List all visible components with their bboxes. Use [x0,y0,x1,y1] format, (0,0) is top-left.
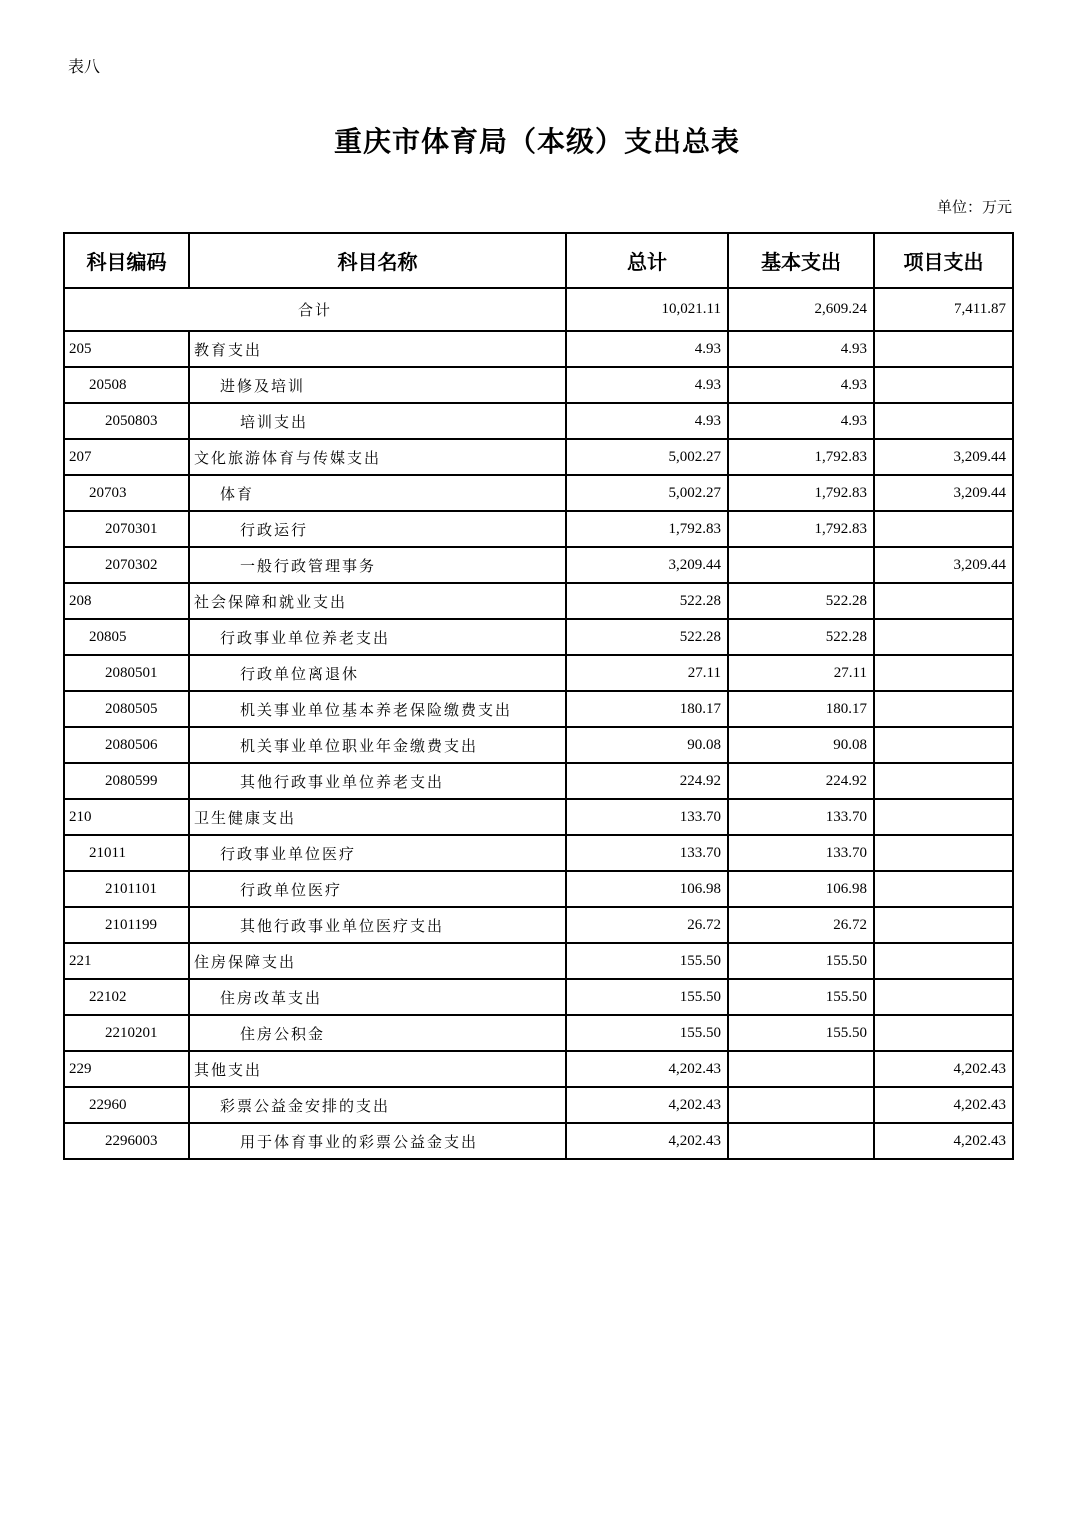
col-header-subject-name: 科目名称 [189,233,566,288]
basic-cell: 4.93 [728,367,874,403]
total-cell: 224.92 [566,763,728,799]
table-row [64,943,1013,979]
subject-name-cell: 行政单位离退休 [189,655,566,691]
project-cell [874,403,1013,439]
subject-code-cell: 20703 [64,475,189,511]
grand-total-total: 10,021.11 [566,288,728,331]
total-cell: 90.08 [566,727,728,763]
subject-name-cell: 住房改革支出 [189,979,566,1015]
subject-name-cell: 其他行政事业单位养老支出 [189,763,566,799]
basic-cell [728,547,874,583]
subject-name-cell: 住房公积金 [189,1015,566,1051]
basic-cell: 26.72 [728,907,874,943]
project-cell [874,979,1013,1015]
project-cell [874,367,1013,403]
table-row [64,547,1013,583]
total-cell: 180.17 [566,691,728,727]
table-row [64,619,1013,655]
basic-cell: 522.28 [728,583,874,619]
header-row [64,233,1013,288]
total-cell: 4.93 [566,367,728,403]
project-cell [874,691,1013,727]
subject-code-cell: 22960 [64,1087,189,1123]
total-cell: 4.93 [566,403,728,439]
table-row [64,331,1013,367]
basic-cell: 522.28 [728,619,874,655]
table-row [64,1015,1013,1051]
grand-total-project: 7,411.87 [874,288,1013,331]
basic-cell: 133.70 [728,835,874,871]
table-row [64,511,1013,547]
project-cell: 4,202.43 [874,1087,1013,1123]
grand-total-row [64,288,1013,331]
table-row [64,1087,1013,1123]
subject-name-cell: 彩票公益金安排的支出 [189,1087,566,1123]
total-cell: 27.11 [566,655,728,691]
total-cell: 133.70 [566,799,728,835]
basic-cell [728,1087,874,1123]
subject-code-cell: 20508 [64,367,189,403]
subject-name-cell: 行政运行 [189,511,566,547]
basic-cell: 133.70 [728,799,874,835]
total-cell: 5,002.27 [566,439,728,475]
subject-name-cell: 一般行政管理事务 [189,547,566,583]
basic-cell: 1,792.83 [728,439,874,475]
total-cell: 4.93 [566,331,728,367]
subject-name-cell: 行政事业单位医疗 [189,835,566,871]
table-row [64,1123,1013,1159]
total-cell: 133.70 [566,835,728,871]
basic-cell: 1,792.83 [728,475,874,511]
grand-total-basic: 2,609.24 [728,288,874,331]
page-title: 重庆市体育局（本级）支出总表 [333,127,740,158]
subject-name-cell: 用于体育事业的彩票公益金支出 [189,1123,566,1159]
subject-code-cell: 229 [64,1051,189,1087]
basic-cell [728,1051,874,1087]
table-row [64,763,1013,799]
basic-cell: 155.50 [728,943,874,979]
table-row [64,583,1013,619]
total-cell: 4,202.43 [566,1123,728,1159]
total-cell: 155.50 [566,1015,728,1051]
subject-name-cell: 教育支出 [189,331,566,367]
project-cell: 3,209.44 [874,475,1013,511]
table-row [64,367,1013,403]
project-cell [874,943,1013,979]
project-cell [874,907,1013,943]
col-header-project-expenditure: 项目支出 [874,233,1013,288]
project-cell [874,799,1013,835]
subject-code-cell: 2080505 [64,691,189,727]
basic-cell: 106.98 [728,871,874,907]
expenditure-table [63,232,1014,1160]
subject-code-cell: 2296003 [64,1123,189,1159]
subject-name-cell: 其他行政事业单位医疗支出 [189,907,566,943]
subject-name-cell: 住房保障支出 [189,943,566,979]
subject-code-cell: 2050803 [64,403,189,439]
corner-label: 表八 [68,59,101,76]
project-cell [874,871,1013,907]
table-row [64,907,1013,943]
total-cell: 26.72 [566,907,728,943]
table-row [64,1051,1013,1087]
subject-code-cell: 2080501 [64,655,189,691]
basic-cell: 4.93 [728,403,874,439]
table-row [64,439,1013,475]
subject-name-cell: 社会保障和就业支出 [189,583,566,619]
subject-name-cell: 行政事业单位养老支出 [189,619,566,655]
total-cell: 1,792.83 [566,511,728,547]
table-row [64,727,1013,763]
total-cell: 5,002.27 [566,475,728,511]
subject-name-cell: 文化旅游体育与传媒支出 [189,439,566,475]
project-cell [874,331,1013,367]
subject-code-cell: 210 [64,799,189,835]
subject-code-cell: 2101101 [64,871,189,907]
total-cell: 3,209.44 [566,547,728,583]
total-cell: 522.28 [566,619,728,655]
table-row [64,403,1013,439]
project-cell [874,655,1013,691]
basic-cell: 1,792.83 [728,511,874,547]
project-cell [874,511,1013,547]
subject-code-cell: 2101199 [64,907,189,943]
subject-code-cell: 2070302 [64,547,189,583]
project-cell: 3,209.44 [874,439,1013,475]
basic-cell: 224.92 [728,763,874,799]
project-cell: 3,209.44 [874,547,1013,583]
subject-name-cell: 行政单位医疗 [189,871,566,907]
project-cell: 4,202.43 [874,1123,1013,1159]
col-header-subject-code: 科目编码 [64,233,189,288]
grand-total-label: 合计 [64,288,566,331]
subject-name-cell: 培训支出 [189,403,566,439]
subject-code-cell: 20805 [64,619,189,655]
table-row [64,691,1013,727]
basic-cell [728,1123,874,1159]
subject-name-cell: 进修及培训 [189,367,566,403]
total-cell: 4,202.43 [566,1051,728,1087]
subject-code-cell: 2080506 [64,727,189,763]
table-row [64,799,1013,835]
table-row [64,835,1013,871]
subject-name-cell: 体育 [189,475,566,511]
total-cell: 155.50 [566,943,728,979]
subject-name-cell: 机关事业单位职业年金缴费支出 [189,727,566,763]
subject-code-cell: 208 [64,583,189,619]
subject-code-cell: 2080599 [64,763,189,799]
table-row [64,871,1013,907]
col-header-basic-expenditure: 基本支出 [728,233,874,288]
basic-cell: 90.08 [728,727,874,763]
total-cell: 106.98 [566,871,728,907]
subject-name-cell: 机关事业单位基本养老保险缴费支出 [189,691,566,727]
project-cell [874,763,1013,799]
total-cell: 155.50 [566,979,728,1015]
total-cell: 4,202.43 [566,1087,728,1123]
subject-code-cell: 205 [64,331,189,367]
project-cell [874,619,1013,655]
total-cell: 522.28 [566,583,728,619]
project-cell [874,1015,1013,1051]
project-cell [874,835,1013,871]
subject-code-cell: 2210201 [64,1015,189,1051]
subject-code-cell: 2070301 [64,511,189,547]
basic-cell: 155.50 [728,1015,874,1051]
project-cell: 4,202.43 [874,1051,1013,1087]
subject-name-cell: 其他支出 [189,1051,566,1087]
col-header-total: 总计 [566,233,728,288]
subject-name-cell: 卫生健康支出 [189,799,566,835]
table-row [64,655,1013,691]
table-row [64,979,1013,1015]
project-cell [874,727,1013,763]
project-cell [874,583,1013,619]
subject-code-cell: 22102 [64,979,189,1015]
basic-cell: 4.93 [728,331,874,367]
table-row [64,475,1013,511]
subject-code-cell: 207 [64,439,189,475]
subject-code-cell: 221 [64,943,189,979]
unit-note: 单位：万元 [936,200,1012,216]
subject-code-cell: 21011 [64,835,189,871]
basic-cell: 180.17 [728,691,874,727]
basic-cell: 155.50 [728,979,874,1015]
basic-cell: 27.11 [728,655,874,691]
